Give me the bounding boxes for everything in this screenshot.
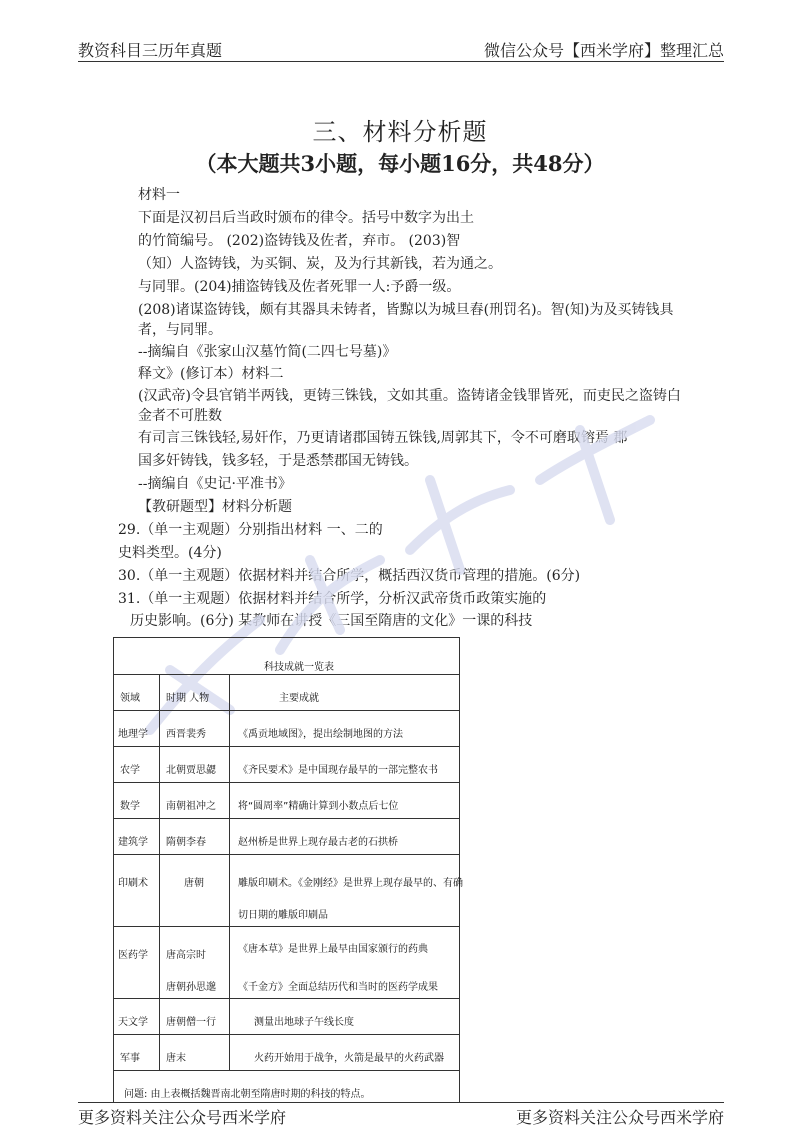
text-line: --摘编自《张家山汉墓竹简(二四七号墓)》 bbox=[138, 344, 397, 360]
achievements-table bbox=[113, 637, 463, 1103]
table-rule bbox=[114, 998, 459, 999]
text-line: 的竹简编号。 (202)盗铸钱及佐者，弃市。 (203)智 bbox=[138, 233, 461, 249]
footer-right-text: 更多资料关注公众号西米学府 bbox=[515, 1108, 724, 1127]
table-cell-achievement: 测量出地球子午线长度 bbox=[254, 1017, 354, 1028]
table-cell-person: 西晋裴秀 bbox=[166, 729, 206, 740]
table-cell-person: 唐朝孙思邈 bbox=[166, 982, 216, 993]
table-cell-person: 隋朝李春 bbox=[166, 837, 206, 848]
table-cell-achievement-cont: 切日期的雕版印刷品 bbox=[238, 910, 328, 921]
text-line: --摘编自《史记·平准书》 bbox=[138, 476, 292, 492]
question-31-cont: 历史影响。(6分) 某教师在讲授《三国至隋唐的文化》一课的科技 bbox=[130, 613, 533, 629]
table-cell-achievement: 《唐本草》是世界上最早由国家颁行的药典 bbox=[238, 944, 428, 955]
table-cell-field: 数学 bbox=[120, 801, 140, 812]
text-line: (208)诸谋盗铸钱，颇有其器具未铸者，皆黥以为城旦舂(刑罚名)。智(知)为及买铸钱具 bbox=[138, 302, 674, 318]
table-cell-person: 北朝贾思勰 bbox=[166, 765, 216, 776]
table-cell-achievement: 火药开始用于战争，火箭是最早的火药武器 bbox=[254, 1053, 444, 1064]
section-subtitle: （本大题共3小题，每小题16分，共48分） bbox=[195, 151, 605, 176]
table-rule bbox=[114, 674, 459, 675]
table-rule bbox=[114, 854, 459, 855]
footer-left-text: 更多资料关注公众号西米学府 bbox=[78, 1108, 287, 1127]
table-header-achievement: 主要成就 bbox=[279, 693, 319, 704]
table-rule bbox=[114, 710, 459, 711]
header-left-text: 教资科目三历年真题 bbox=[78, 41, 223, 60]
table-col-divider bbox=[159, 674, 160, 1070]
question-29: 29.（单一主观题）分别指出材料 一、二的 bbox=[118, 522, 383, 538]
table-cell-achievement: 将“圆周率”精确计算到小数点后七位 bbox=[238, 801, 399, 812]
text-line: （知）人盗铸钱，为买铜、炭，及为行其新钱，若为通之。 bbox=[138, 256, 502, 272]
text-line: 有司言三铢钱轻,易奸作，乃更请诸郡国铸五铢钱,周郭其下，令不可磨取镕焉 郡 bbox=[138, 430, 628, 446]
table-cell-person: 南朝祖冲之 bbox=[166, 801, 216, 812]
table-cell-person: 唐高宗时 bbox=[166, 950, 206, 961]
table-rule bbox=[114, 1034, 459, 1035]
text-line: 材料一 bbox=[138, 187, 180, 203]
table-rule bbox=[114, 746, 459, 747]
table-cell-person: 唐末 bbox=[166, 1053, 186, 1064]
question-31: 31.（单一主观题）依据材料并结合所学，分析汉武帝货币政策实施的 bbox=[118, 591, 547, 607]
table-rule bbox=[114, 818, 459, 819]
table-cell-person: 唐朝僧一行 bbox=[166, 1017, 216, 1028]
text-line: 下面是汉初吕后当政时颁布的律令。括号中数字为出土 bbox=[138, 210, 474, 226]
table-cell-field: 印刷术 bbox=[118, 878, 148, 889]
text-line: (汉武帝)令县官销半两钱，更铸三铢钱，文如其重。盗铸诸金钱罪皆死，而吏民之盗铸白 bbox=[138, 388, 681, 404]
page-footer bbox=[78, 1102, 724, 1126]
table-cell-field: 农学 bbox=[120, 765, 140, 776]
table-cell-field: 医药学 bbox=[118, 950, 148, 961]
section-title: 三、材料分析题 bbox=[312, 118, 488, 146]
table-cell-achievement: 《千金方》全面总结历代和当时的医药学成果 bbox=[238, 982, 438, 993]
table-header-person: 时期 人物 bbox=[166, 693, 210, 704]
table-rule bbox=[114, 782, 459, 783]
text-line: 金者不可胜数 bbox=[138, 408, 222, 424]
table-question: 问题: 由上表概括魏晋南北朝至隋唐时期的科技的特点。 bbox=[124, 1089, 371, 1100]
text-line: 【教研题型】材料分析题 bbox=[138, 499, 292, 515]
table-cell-field: 军事 bbox=[120, 1053, 140, 1064]
table-cell-field: 建筑学 bbox=[118, 837, 148, 848]
table-cell-achievement: 赵州桥是世界上现存最古老的石拱桥 bbox=[238, 837, 398, 848]
table-rule bbox=[114, 926, 459, 927]
table-header-field: 领域 bbox=[120, 693, 140, 704]
table-cell-achievement: 雕版印刷术。《金刚经》是世界上现存最早的、有确 bbox=[238, 878, 463, 889]
table-title: 科技成就一览表 bbox=[264, 662, 334, 673]
question-29-cont: 史料类型。(4分) bbox=[118, 545, 222, 561]
table-cell-person: 唐朝 bbox=[184, 878, 204, 889]
text-line: 者，与同罪。 bbox=[138, 322, 222, 338]
table-rule bbox=[114, 1070, 459, 1071]
text-line: 国多奸铸钱，钱多轻，于是悉禁郡国无铸钱。 bbox=[138, 453, 418, 469]
header-right-text: 微信公众号【西米学府】整理汇总 bbox=[483, 41, 724, 60]
page-header bbox=[78, 38, 724, 62]
text-line: 释文》(修订本）材料二 bbox=[138, 366, 284, 382]
table-cell-field: 天文学 bbox=[118, 1017, 148, 1028]
text-line: 与同罪。(204)捕盗铸钱及佐者死罪一人:予爵一级。 bbox=[138, 279, 461, 295]
table-cell-field: 地理学 bbox=[118, 729, 148, 740]
table-cell-achievement: 《禹贡地域图》，提出绘制地图的方法 bbox=[238, 729, 403, 740]
question-30: 30.（单一主观题）依据材料并结合所学，概括西汉货币管理的措施。(6分) bbox=[118, 568, 581, 584]
table-cell-achievement: 《齐民要术》是中国现存最早的一部完整农书 bbox=[238, 765, 438, 776]
table-col-divider bbox=[229, 674, 230, 1070]
